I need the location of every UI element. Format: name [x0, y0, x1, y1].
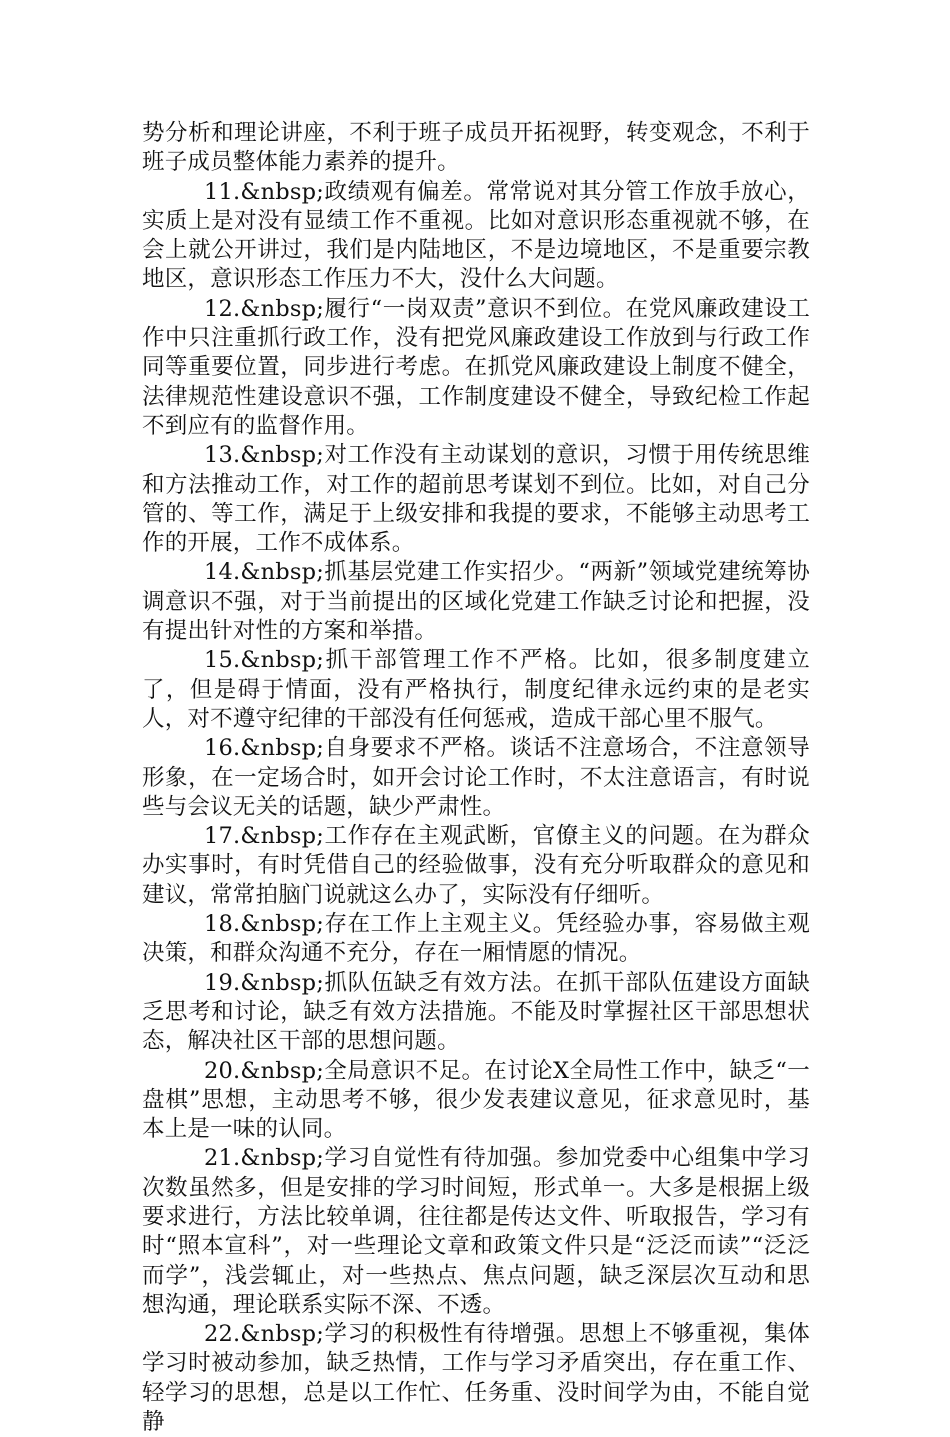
paragraph-continuation: 势分析和理论讲座，不利于班子成员开拓视野，转变观念，不利于班子成员整体能力素养的提升。	[142, 120, 810, 176]
paragraph-item-21: 21.&nbsp;学习自觉性有待加强。参加党委中心组集中学习次数虽然多，但是安排的学习时间短，形式单一。大多是根据上级要求进行，方法比较单调，往往都是传达文件、听取报告，学习有时“照本宣科”，对一些理论文章和政策文件只是“泛泛而读”“泛泛而学”，浅尝辄止，对一些热点、焦点问题，缺乏深层次互动和思想沟通，理论联系实际不深、不透。	[142, 1145, 810, 1318]
paragraph-item-22: 22.&nbsp;学习的积极性有待增强。思想上不够重视，集体学习时被动参加，缺乏热情，工作与学习矛盾突出，存在重工作、轻学习的思想，总是以工作忙、任务重、没时间学为由，不能自觉静	[142, 1321, 810, 1436]
paragraph-item-14: 14.&nbsp;抓基层党建工作实招少。“两新”领域党建统筹协调意识不强，对于当前提出的区域化党建工作缺乏讨论和把握，没有提出针对性的方案和举措。	[142, 559, 810, 645]
paragraph-item-19: 19.&nbsp;抓队伍缺乏有效方法。在抓干部队伍建设方面缺乏思考和讨论，缺乏有效方法措施。不能及时掌握社区干部思想状态，解决社区干部的思想问题。	[142, 969, 810, 1055]
paragraph-item-13: 13.&nbsp;对工作没有主动谋划的意识，习惯于用传统思维和方法推动工作，对工作的超前思考谋划不到位。比如，对自己分管的、等工作，满足于上级安排和我提的要求，不能够主动思考工作的开展，工作不成体系。	[142, 442, 810, 557]
document-body	[142, 119, 810, 1437]
paragraph-item-20: 20.&nbsp;全局意识不足。在讨论X全局性工作中，缺乏“一盘棋”思想，主动思考不够，很少发表建议意见，征求意见时，基本上是一味的认同。	[142, 1057, 810, 1143]
paragraph-item-17: 17.&nbsp;工作存在主观武断，官僚主义的问题。在为群众办实事时，有时凭借自己的经验做事，没有充分听取群众的意见和建议，常常拍脑门说就这么办了，实际没有仔细听。	[142, 823, 810, 908]
paragraph-item-15: 15.&nbsp;抓干部管理工作不严格。比如，很多制度建立了，但是碍于情面，没有严格执行，制度纪律永远约束的是老实人，对不遵守纪律的干部没有任何惩戒，造成干部心里不服气。	[142, 647, 810, 732]
paragraph-item-18: 18.&nbsp;存在工作上主观主义。凭经验办事，容易做主观决策，和群众沟通不充分，存在一厢情愿的情况。	[142, 911, 810, 967]
paragraph-item-11: 11.&nbsp;政绩观有偏差。常常说对其分管工作放手放心，实质上是对没有显绩工作不重视。比如对意识形态重视就不够，在会上就公开讲过，我们是内陆地区，不是边境地区，不是重要宗教地区，意识形态工作压力不大，没什么大问题。	[142, 178, 810, 293]
paragraph-item-12: 12.&nbsp;履行“一岗双责”意识不到位。在党风廉政建设工作中只注重抓行政工作，没有把党风廉政建设工作放到与行政工作同等重要位置，同步进行考虑。在抓党风廉政建设上制度不健全，法律规范性建设意识不强，工作制度建设不健全，导致纪检工作起不到应有的监督作用。	[142, 295, 810, 439]
paragraph-item-16: 16.&nbsp;自身要求不严格。谈话不注意场合，不注意领导形象，在一定场合时，如开会讨论工作时，不太注意语言，有时说些与会议无关的话题，缺少严肃性。	[142, 735, 810, 820]
